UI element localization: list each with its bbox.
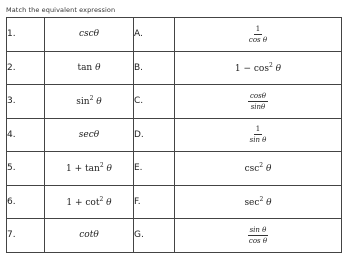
function-name: csc <box>244 164 260 175</box>
variable: θ <box>106 164 112 175</box>
denominator: sin θ <box>249 136 267 145</box>
function-name: tan <box>77 62 93 73</box>
row-number: 3. <box>7 85 45 119</box>
instructions-title: Match the equivalent expression <box>6 6 116 14</box>
row-letter: D. <box>134 118 175 152</box>
expression-lead: 1 + cot <box>66 197 100 208</box>
row-letter: B. <box>134 51 175 85</box>
exponent: 2 <box>268 61 273 69</box>
exponent: 2 <box>259 162 264 170</box>
answer-b <box>175 51 342 85</box>
answer-c <box>175 85 342 119</box>
variable: θ <box>275 63 282 74</box>
answer-f <box>175 185 342 219</box>
numerator: sin θ <box>248 226 269 236</box>
fraction <box>248 125 269 144</box>
expression-one-plus-tan-squared <box>45 152 134 186</box>
table-row <box>7 152 342 186</box>
expression-sec: secθ <box>45 118 134 152</box>
row-letter: A. <box>134 18 175 52</box>
variable: θ <box>266 197 272 208</box>
numerator: cosθ <box>248 92 268 102</box>
row-number: 7. <box>7 219 45 253</box>
row-letter: F. <box>134 185 175 219</box>
expression-lead: 1 + tan <box>66 164 100 175</box>
table-row <box>7 118 342 152</box>
exponent: 2 <box>89 95 94 103</box>
function-name: sin <box>76 97 90 108</box>
expression-one-plus-cot-squared <box>45 185 134 219</box>
exponent: 2 <box>99 195 104 203</box>
row-number: 4. <box>7 118 45 152</box>
expression-lead: 1 − cos <box>234 63 269 74</box>
row-number: 5. <box>7 152 45 186</box>
variable: θ <box>106 197 112 208</box>
denominator: sinθ <box>250 102 266 111</box>
fraction <box>248 92 268 111</box>
exponent: 2 <box>99 162 104 170</box>
row-number: 2. <box>7 51 45 85</box>
row-number: 1. <box>7 18 45 52</box>
table-row <box>7 85 342 119</box>
variable: θ <box>265 164 272 175</box>
answer-a <box>175 18 342 52</box>
row-number: 6. <box>7 185 45 219</box>
answer-d <box>175 118 342 152</box>
expression-cot: cotθ <box>45 219 134 253</box>
function-name: sec <box>244 197 260 208</box>
matching-table <box>6 17 342 253</box>
variable: θ <box>95 62 101 73</box>
row-letter: E. <box>134 152 175 186</box>
denominator: cos θ <box>248 35 268 44</box>
fraction <box>247 226 269 245</box>
answer-e <box>175 152 342 186</box>
table-row <box>7 18 342 52</box>
expression-csc: cscθ <box>45 18 134 52</box>
answer-g <box>175 219 342 253</box>
row-letter: G. <box>134 219 175 253</box>
variable: θ <box>96 97 102 108</box>
expression-sin-squared <box>45 85 134 119</box>
numerator: 1 <box>254 25 262 35</box>
table-row <box>7 185 342 219</box>
expression-tan <box>45 51 134 85</box>
row-letter: C. <box>134 85 175 119</box>
fraction <box>247 25 269 44</box>
exponent: 2 <box>259 195 264 203</box>
table-row <box>7 219 342 253</box>
denominator: cos θ <box>248 236 268 245</box>
numerator: 1 <box>254 125 262 135</box>
table-row <box>7 51 342 85</box>
